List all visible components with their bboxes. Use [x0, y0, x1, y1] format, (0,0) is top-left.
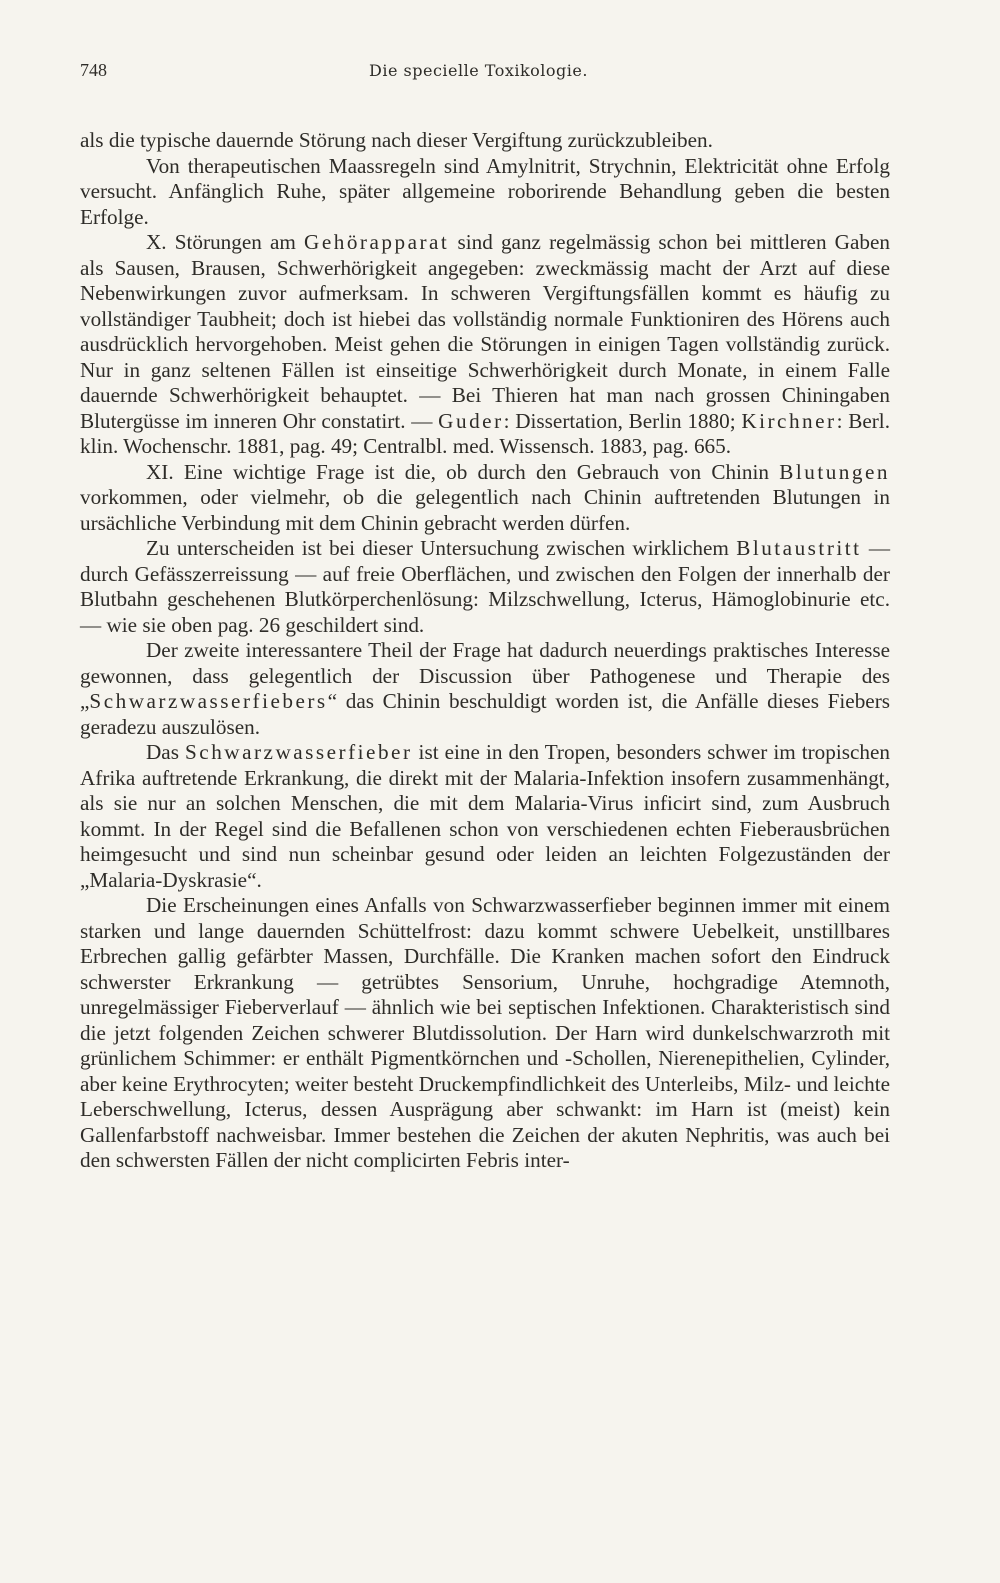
spaced-emphasis: Blutungen	[779, 459, 890, 484]
page-header	[80, 60, 890, 88]
text-run: Der zweite interessantere Theil der Frage hat dadurch neuerdings praktisches Interesse gewonnen, dass gelegentlich der Discussion über Pathogenese und Therapie des „	[80, 638, 890, 713]
spaced-emphasis: Gehörapparat	[304, 230, 450, 254]
book-page	[80, 60, 890, 1174]
text-run: Das	[146, 740, 185, 764]
spaced-emphasis: Schwarzwasserfieber	[185, 740, 413, 764]
running-title: Die specielle Toxikologie.	[369, 61, 588, 80]
paragraph	[80, 128, 890, 154]
text-run: vorkommen, oder vielmehr, ob die gelegentlich nach Chinin auftretenden Blutungen in ursächliche Verbindung mit dem Chinin gebracht werden dürfen.	[80, 485, 890, 535]
text-run: Von therapeutischen Maassregeln sind Amylnitrit, Strychnin, Elektricität ohne Erfolg versucht. Anfänglich Ruhe, später allgemeine roborirende Behandlung geben die besten Erfolge.	[80, 153, 890, 229]
text-run: als die typische dauernde Störung nach dieser Vergiftung zurückzubleiben.	[80, 128, 713, 152]
spaced-emphasis: Blutaustritt	[736, 536, 862, 560]
text-run: XI. Eine wichtige Frage ist die, ob durch den Gebrauch von Chinin	[146, 459, 780, 484]
paragraph	[80, 230, 890, 460]
text-run: X. Störungen am	[146, 230, 305, 254]
text-run: sind ganz regelmässig schon bei mittleren Gaben als Sausen, Brausen, Schwerhörigkeit angegeben: zweckmässig macht der Arzt auf diese Nebenwirkungen zuvor aufmerksam. In schweren Vergiftungsfällen kommt es häufig zu vollständiger Taubheit; doch ist hiebei das vollständig normale Funktioniren des Hörens auch ausdrücklich hervorgehoben. Meist gehen die Störungen in einigen Tagen vollständig zurück. Nur in ganz seltenen Fällen ist einseitige Schwerhörigkeit durch Monate, in einem Falle dauernde Schwerhörigkeit behauptet. — Bei Thieren hat man nach grossen Chiningaben Blutergüsse im inneren Ohr constatirt. —	[80, 230, 890, 433]
paragraph	[80, 638, 890, 740]
text-run: — durch Gefässzerreissung — auf freie Oberflächen, und zwischen den Folgen der innerhalb der Blutbahn geschehenen Blutkörperchenlösung: Milzschwellung, Icterus, Hämoglobinurie etc. — wie sie oben pag. 26 geschildert sind.	[80, 536, 891, 637]
text-run: “ das Chinin beschuldigt worden ist, die Anfälle dieses Fiebers geradezu auszulösen.	[80, 689, 890, 739]
paragraph	[80, 460, 890, 537]
text-run: Zu unterscheiden ist bei dieser Untersuchung zwischen wirklichem	[146, 536, 737, 560]
spaced-emphasis: Schwarzwasserfiebers	[89, 689, 328, 713]
paragraph	[80, 154, 890, 231]
text-run: : Dissertation, Berlin 1880;	[503, 408, 742, 433]
spaced-emphasis: Guder	[438, 408, 504, 433]
paragraph	[80, 740, 890, 893]
spaced-emphasis: Kirchner	[741, 408, 837, 433]
text-run: : Berl. klin. Wochenschr. 1881, pag. 49; Centralbl. med. Wissensch. 1883, pag. 665.	[80, 408, 890, 458]
text-run: ist eine in den Tropen, besonders schwer im tropischen Afrika auftretende Erkrankung, die direkt mit der Malaria-Infektion insofern zusammenhängt, als sie nur an solchen Menschen, die mit dem Malaria-Virus inficirt sind, zum Ausbruch kommt. In der Regel sind die Befallenen schon von verschiedenen echten Fieberausbrüchen heimgesucht und sind nun scheinbar gesund oder leiden an leichten Folgezuständen der „Malaria-Dyskrasie“.	[80, 740, 890, 892]
body-text	[80, 128, 890, 1174]
page-number: 748	[80, 60, 107, 80]
text-run: Die Erscheinungen eines Anfalls von Schwarzwasserfieber beginnen immer mit einem starken und lange dauernden Schüttelfrost: dazu kommt schwere Uebelkeit, unstillbares Erbrechen gallig gefärbter Massen, Durchfälle. Die Kranken machen sofort den Eindruck schwerster Erkrankung — getrübtes Sensorium, Unruhe, hochgradige Atemnoth, unregelmässiger Fieberverlauf — ähnlich wie bei septischen Infektionen. Charakteristisch sind die jetzt folgenden Zeichen schwerer Blutdissolution. Der Harn wird dunkelschwarzroth mit grünlichem Schimmer: er enthält Pigmentkörnchen und -Schollen, Nierenepithelien, Cylinder, aber keine Erythrocyten; weiter besteht Druckempfindlichkeit des Unterleibs, Milz- und leichte Leberschwellung, Icterus, dessen Ausprägung aber schwankt: im Harn ist (meist) kein Gallenfarbstoff nachweisbar. Immer bestehen die Zeichen der akuten Nephritis, was auch bei den schwersten Fällen der nicht complicirten Febris inter-	[80, 893, 890, 1172]
paragraph	[80, 893, 890, 1174]
paragraph	[80, 536, 890, 638]
